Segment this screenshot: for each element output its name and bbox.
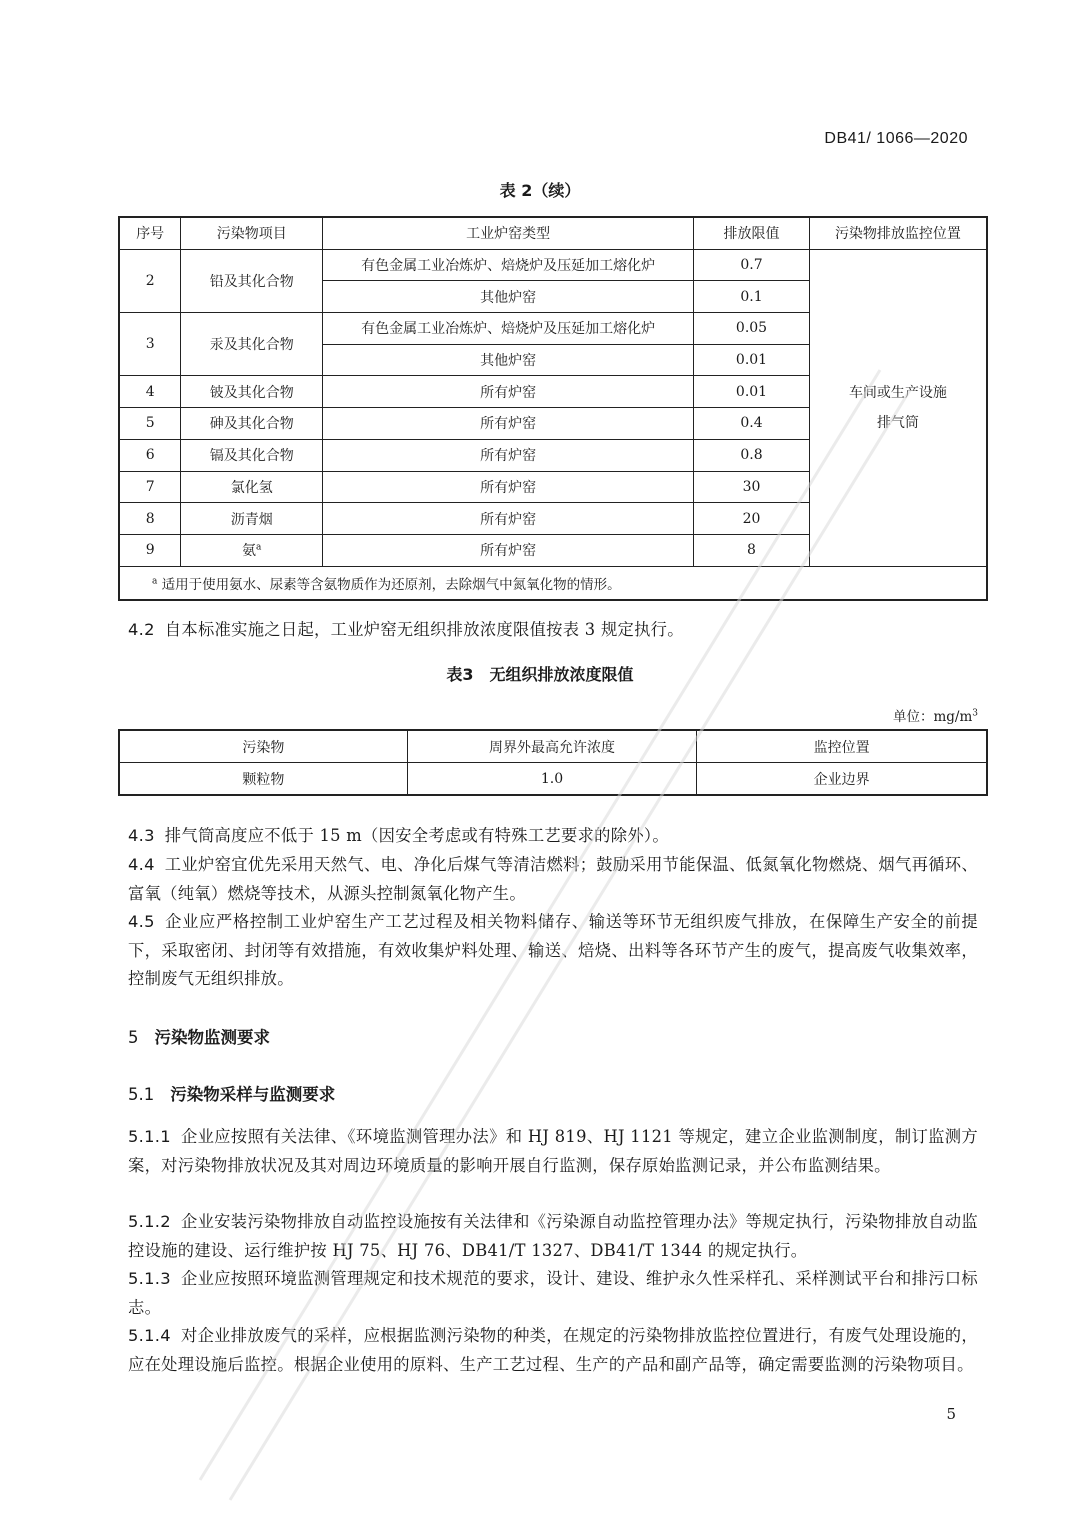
kiln-type-cell: 所有炉窑 bbox=[323, 376, 694, 408]
clause-text: 对企业排放废气的采样，应根据监测污染物的种类，在规定的污染物排放监控位置进行，有废气处理设施的，应在处理设施后监控。根据企业使用的原料、生产工艺过程、生产的产品和副产品等，确定需要监测的污染物项目。 bbox=[128, 1326, 978, 1374]
kiln-type-cell: 其他炉窑 bbox=[323, 281, 694, 313]
clause-number: 5.1.4 bbox=[128, 1326, 171, 1345]
row-number: 4 bbox=[119, 376, 181, 408]
clause-text: 工业炉窑宜优先采用天然气、电、净化后煤气等清洁燃料；鼓励采用节能保温、低氮氧化物燃烧、烟气再循环、富氧（纯氧）燃烧等技术，从源头控制氮氧化物产生。 bbox=[128, 855, 978, 903]
document-code: DB41/ 1066—2020 bbox=[824, 130, 968, 147]
header-cell: 污染物排放监控位置 bbox=[809, 217, 987, 249]
row-number: 2 bbox=[119, 249, 181, 312]
clause-number: 4.5 bbox=[128, 912, 155, 931]
table-header-row bbox=[119, 730, 987, 763]
pollutant-cell: 砷及其化合物 bbox=[181, 408, 323, 440]
limit-cell: 0.01 bbox=[694, 376, 810, 408]
table-note bbox=[119, 566, 987, 600]
section-number: 5.1 bbox=[128, 1085, 155, 1104]
table3-caption: 表3 无组织排放浓度限值 bbox=[446, 665, 634, 684]
table2 bbox=[118, 216, 988, 601]
pollutant-cell: 沥青烟 bbox=[181, 503, 323, 535]
table3 bbox=[118, 729, 988, 796]
row-number: 7 bbox=[119, 471, 181, 503]
clause-text: 企业应严格控制工业炉窑生产工艺过程及相关物料储存、输送等环节无组织废气排放，在保障生产安全的前提下，采取密闭、封闭等有效措施，有效收集炉料处理、输送、焙烧、出料等各环节产生的废气，提高废气收集效率，控制废气无组织排放。 bbox=[128, 912, 978, 988]
row-number: 3 bbox=[119, 313, 181, 376]
pollutant-cell: 铍及其化合物 bbox=[181, 376, 323, 408]
note-text: 适用于使用氨水、尿素等含氨物质作为还原剂，去除烟气中氮氧化物的情形。 bbox=[161, 576, 621, 593]
clause-number: 4.4 bbox=[128, 855, 155, 874]
kiln-type-cell: 有色金属工业冶炼炉、焙烧炉及压延加工熔化炉 bbox=[323, 313, 694, 345]
limit-cell: 8 bbox=[694, 534, 810, 566]
paragraph-4-2 bbox=[128, 616, 978, 645]
limit-cell: 0.8 bbox=[694, 439, 810, 471]
table-row bbox=[119, 249, 987, 281]
paragraph-4-3 bbox=[128, 822, 978, 851]
kiln-type-cell: 所有炉窑 bbox=[323, 471, 694, 503]
location-line: 排气筒 bbox=[876, 414, 919, 431]
limit-cell: 0.05 bbox=[694, 313, 810, 345]
unit-superscript: 3 bbox=[972, 708, 978, 719]
paragraph-5-1-2 bbox=[128, 1208, 978, 1265]
kiln-type-cell: 所有炉窑 bbox=[323, 408, 694, 440]
row-number: 9 bbox=[119, 534, 181, 566]
paragraph-4-4 bbox=[128, 851, 978, 908]
footnote-marker: a bbox=[256, 542, 262, 553]
limit-cell: 20 bbox=[694, 503, 810, 535]
row-number: 8 bbox=[119, 503, 181, 535]
monitoring-location-cell: 企业边界 bbox=[697, 763, 987, 796]
limit-cell: 0.4 bbox=[694, 408, 810, 440]
table-note-row bbox=[119, 566, 987, 600]
clause-text: 排气筒高度应不低于 15 m（因安全考虑或有特殊工艺要求的除外）。 bbox=[164, 826, 669, 845]
clause-number: 5.1.1 bbox=[128, 1127, 171, 1146]
clause-text: 自本标准实施之日起，工业炉窑无组织排放浓度限值按表 3 规定执行。 bbox=[164, 620, 684, 639]
paragraph-5-1-1 bbox=[128, 1123, 978, 1180]
section-heading-5-1 bbox=[128, 1081, 335, 1105]
kiln-type-cell: 所有炉窑 bbox=[323, 534, 694, 566]
pollutant-cell: 铅及其化合物 bbox=[181, 249, 323, 312]
pollutant-cell: 颗粒物 bbox=[119, 763, 407, 796]
header-cell: 序号 bbox=[119, 217, 181, 249]
paragraph-5-1-3 bbox=[128, 1265, 978, 1322]
kiln-type-cell: 所有炉窑 bbox=[323, 503, 694, 535]
limit-cell: 0.01 bbox=[694, 344, 810, 376]
limit-cell: 0.1 bbox=[694, 281, 810, 313]
header-cell: 监控位置 bbox=[697, 730, 987, 763]
kiln-type-cell: 其他炉窑 bbox=[323, 344, 694, 376]
section-title: 污染物监测要求 bbox=[154, 1028, 270, 1047]
pollutant-cell: 汞及其化合物 bbox=[181, 313, 323, 376]
table-row bbox=[119, 763, 987, 796]
pollutant-name: 氨 bbox=[242, 543, 257, 560]
kiln-type-cell: 所有炉窑 bbox=[323, 439, 694, 471]
location-line: 车间或生产设施 bbox=[848, 384, 947, 401]
clause-number: 5.1.2 bbox=[128, 1212, 171, 1231]
section-number: 5 bbox=[128, 1028, 139, 1047]
footnote-marker: a bbox=[152, 576, 158, 587]
header-cell: 工业炉窑类型 bbox=[323, 217, 694, 249]
monitoring-location-cell bbox=[809, 249, 987, 566]
section-title: 污染物采样与监测要求 bbox=[170, 1085, 336, 1104]
clause-text: 企业安装污染物排放自动监控设施按有关法律和《污染源自动监控管理办法》等规定执行，污染物排放自动监控设施的建设、运行维护按 HJ 75、HJ 76、DB41/T 1327、DB41/T 1344 的规定执行。 bbox=[128, 1212, 978, 1260]
row-number: 5 bbox=[119, 408, 181, 440]
section-heading-5 bbox=[128, 1024, 270, 1048]
pollutant-cell: 氯化氢 bbox=[181, 471, 323, 503]
pollutant-cell bbox=[181, 534, 323, 566]
header-cell: 污染物 bbox=[119, 730, 407, 763]
clause-number: 4.2 bbox=[128, 620, 155, 639]
header-cell: 污染物项目 bbox=[181, 217, 323, 249]
table-header-row bbox=[119, 217, 987, 249]
pollutant-cell: 镉及其化合物 bbox=[181, 439, 323, 471]
unit-label bbox=[893, 705, 978, 725]
header-cell: 周界外最高允许浓度 bbox=[407, 730, 696, 763]
table2-caption: 表 2（续） bbox=[499, 181, 581, 200]
header-cell: 排放限值 bbox=[694, 217, 810, 249]
page-number: 5 bbox=[946, 1405, 956, 1423]
clause-text: 企业应按照有关法律、《环境监测管理办法》和 HJ 819、HJ 1121 等规定，建立企业监测制度，制订监测方案，对污染物排放状况及其对周边环境质量的影响开展自行监测，保存原始监测记录，并公布监测结果。 bbox=[128, 1127, 978, 1175]
kiln-type-cell: 有色金属工业冶炼炉、焙烧炉及压延加工熔化炉 bbox=[323, 249, 694, 281]
clause-text: 企业应按照环境监测管理规定和技术规范的要求，设计、建设、维护永久性采样孔、采样测试平台和排污口标志。 bbox=[128, 1269, 978, 1317]
paragraph-5-1-4 bbox=[128, 1322, 978, 1379]
clause-number: 5.1.3 bbox=[128, 1269, 171, 1288]
limit-cell: 1.0 bbox=[407, 763, 696, 796]
unit-text: 单位：mg/m bbox=[892, 709, 973, 725]
row-number: 6 bbox=[119, 439, 181, 471]
paragraph-4-5 bbox=[128, 908, 978, 994]
clause-number: 4.3 bbox=[128, 826, 155, 845]
limit-cell: 30 bbox=[694, 471, 810, 503]
limit-cell: 0.7 bbox=[694, 249, 810, 281]
